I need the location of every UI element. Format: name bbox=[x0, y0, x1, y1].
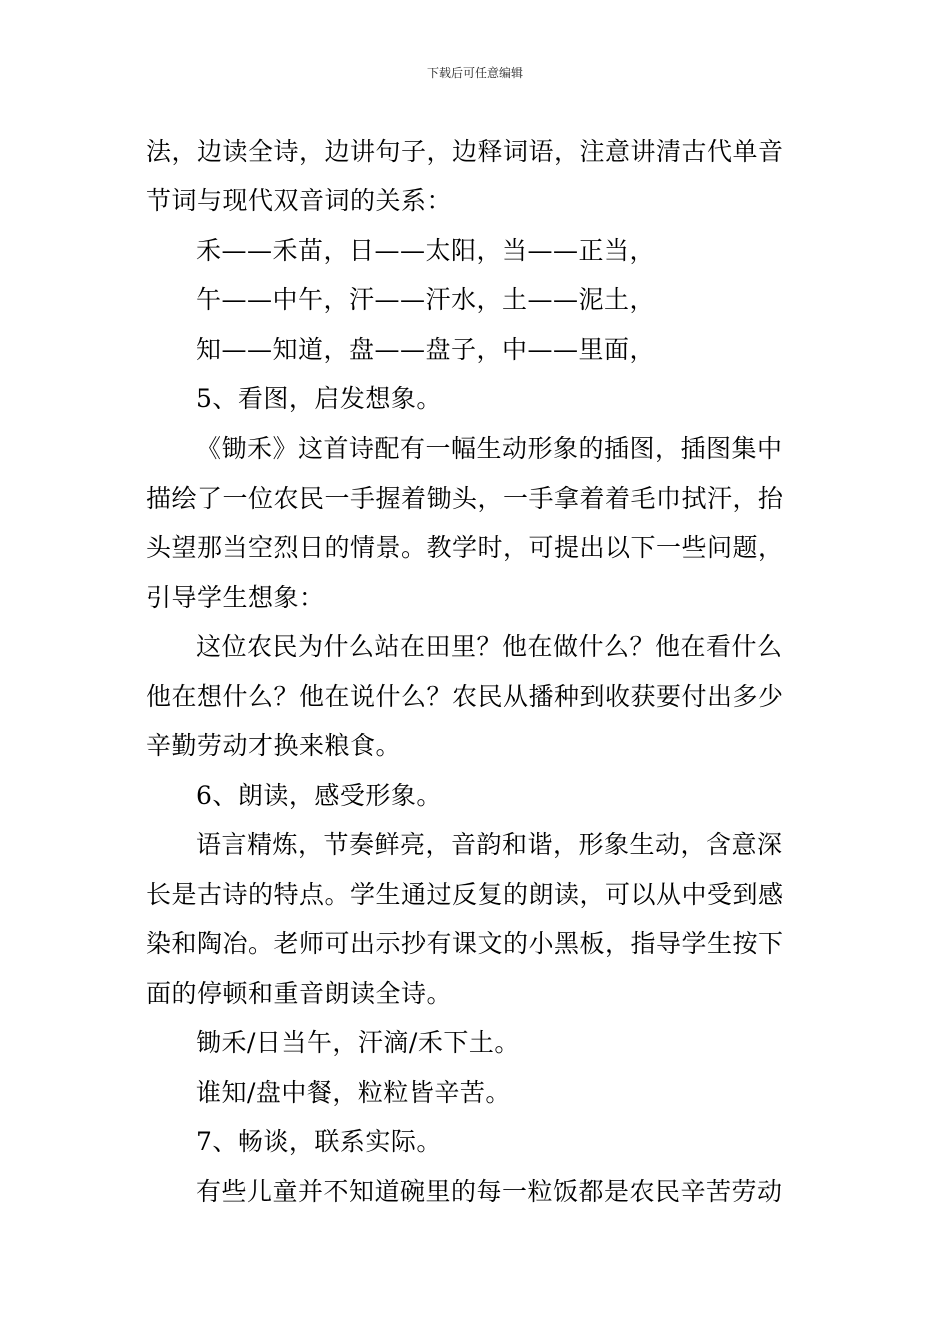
text-line: 知——知道，盘——盘子，中——里面， bbox=[196, 335, 656, 364]
text-line: 节词与现代双音词的关系： bbox=[146, 186, 453, 215]
text-line: 《锄禾》这首诗配有一幅生动形象的插图，插图集中 bbox=[196, 434, 783, 463]
text-line: 这位农民为什么站在田里？他在做什么？他在看什么 bbox=[196, 632, 783, 661]
text-line: 头望那当空烈日的情景。教学时，可提出以下一些问题， bbox=[146, 533, 784, 562]
poem-line: 谁知/盘中餐，粒粒皆辛苦。 bbox=[196, 1078, 511, 1107]
text-line: 禾——禾苗，日——太阳，当——正当， bbox=[196, 236, 656, 265]
section-heading: 5、看图，启发想象。 bbox=[196, 384, 442, 413]
text-line: 描绘了一位农民一手握着锄头，一手拿着着毛巾拭汗，抬 bbox=[146, 484, 784, 513]
text-line: 辛勤劳动才换来粮食。 bbox=[146, 731, 402, 760]
text-line: 语言精炼，节奏鲜亮，音韵和谐，形象生动，含意深 bbox=[196, 830, 783, 859]
text-line: 面的停顿和重音朗读全诗。 bbox=[146, 979, 453, 1008]
text-line: 长是古诗的特点。学生通过反复的朗读，可以从中受到感 bbox=[146, 880, 784, 909]
page-header: 下载后可任意编辑 bbox=[426, 66, 523, 80]
text-line: 法，边读全诗，边讲句子，边释词语，注意讲清古代单音 bbox=[146, 137, 784, 166]
poem-line: 锄禾/日当午，汗滴/禾下土。 bbox=[196, 1028, 520, 1057]
text-line: 引导学生想象： bbox=[146, 583, 325, 612]
text-line: 他在想什么？他在说什么？农民从播种到收获要付出多少 bbox=[146, 682, 784, 711]
text-line: 染和陶冶。老师可出示抄有课文的小黑板，指导学生按下 bbox=[146, 929, 784, 958]
text-line: 午——中午，汗——汗水，土——泥土， bbox=[196, 285, 656, 314]
text-line: 有些儿童并不知道碗里的每一粒饭都是农民辛苦劳动 bbox=[196, 1177, 783, 1206]
section-heading: 7、畅谈，联系实际。 bbox=[196, 1127, 442, 1156]
section-heading: 6、朗读，感受形象。 bbox=[196, 781, 442, 810]
